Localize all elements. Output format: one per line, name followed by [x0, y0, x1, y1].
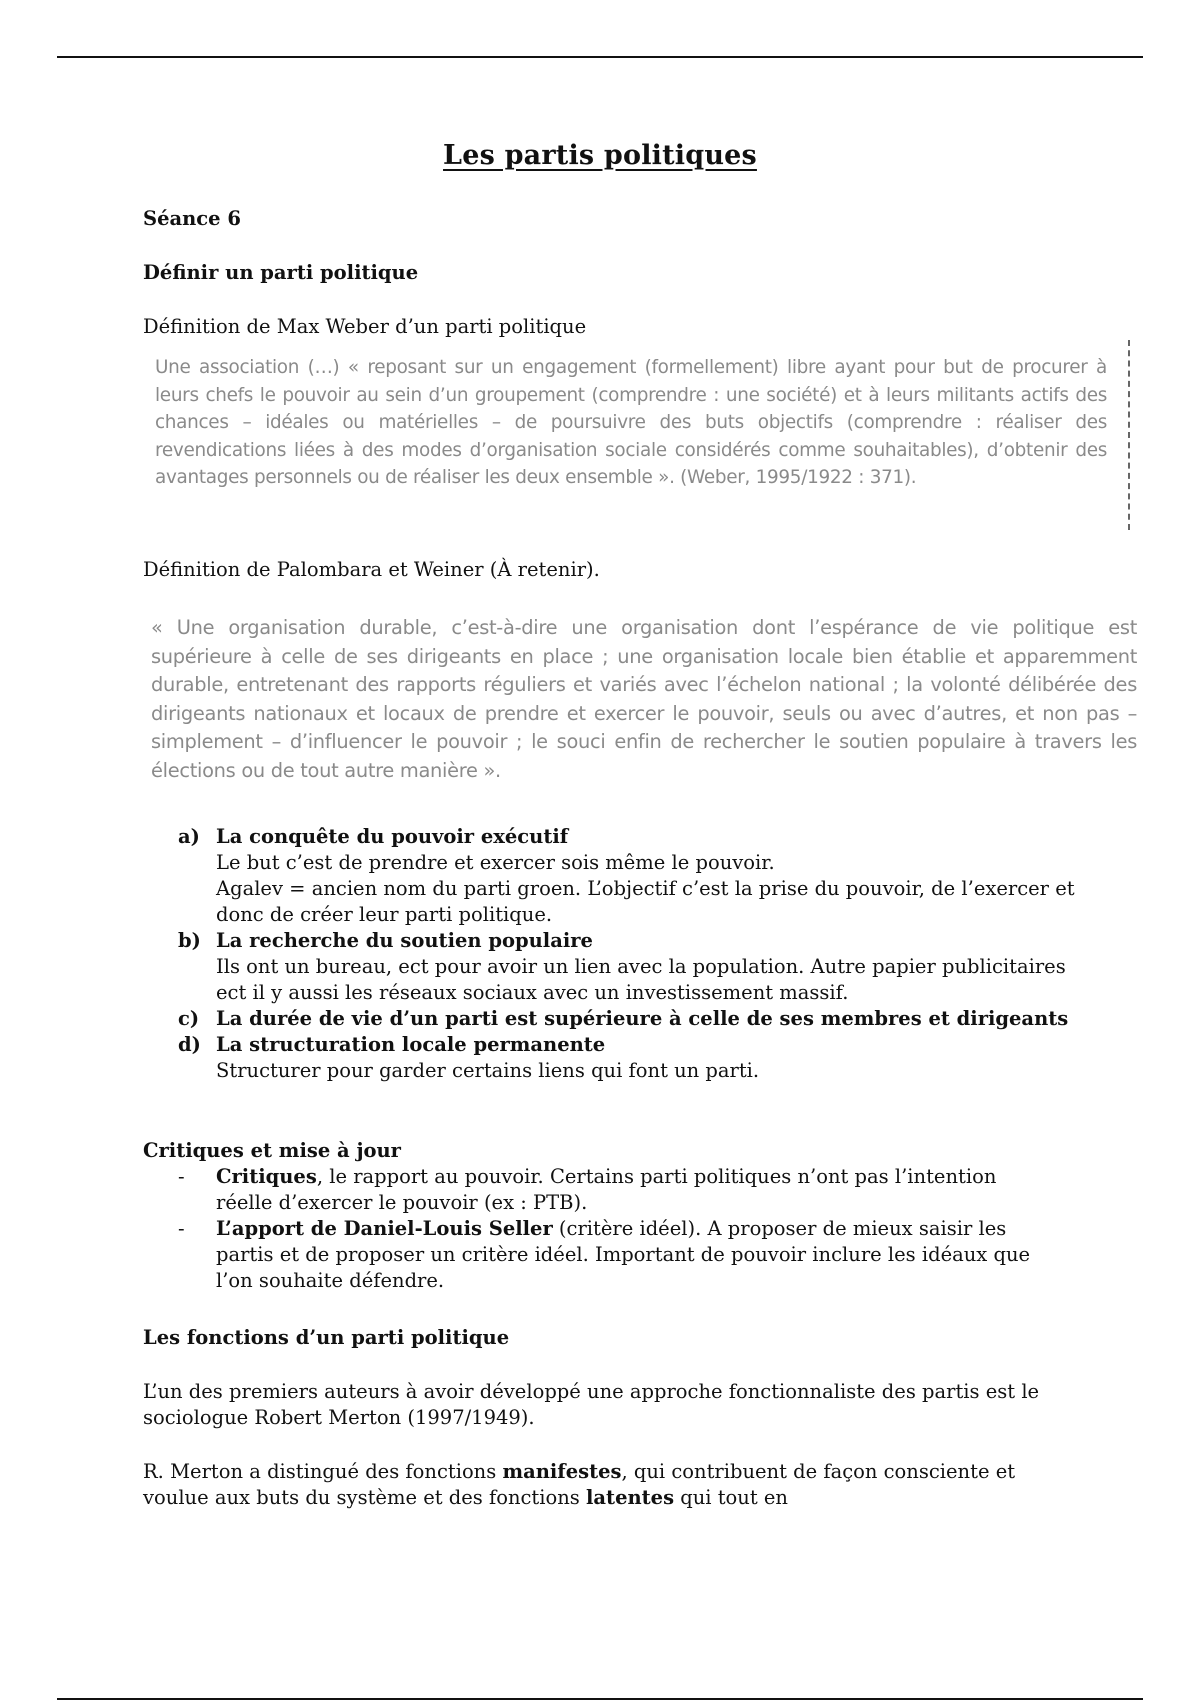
page-title: Les partis politiques [443, 140, 757, 171]
criteria-heading: La recherche du soutien populaire [216, 929, 593, 952]
list-marker: - [178, 1217, 185, 1240]
list-marker: c) [178, 1007, 200, 1030]
criteria-text: Agalev = ancien nom du parti groen. L’objectif c’est la prise du pouvoir, de l’exercer et donc de créer leur parti politique. [216, 877, 1075, 926]
quote-margin-bar [1128, 340, 1130, 530]
weber-definition-heading: Définition de Max Weber d’un parti politique [143, 315, 587, 338]
list-marker: d) [178, 1033, 201, 1056]
header-rule [57, 56, 1143, 58]
list-item [178, 1164, 1058, 1216]
list-item [178, 928, 1078, 1006]
criteria-list [178, 824, 1078, 1084]
critique-bold: Critiques [216, 1165, 317, 1188]
list-item [178, 1032, 1078, 1084]
list-marker: - [178, 1165, 185, 1188]
critiques-heading: Critiques et mise à jour [143, 1139, 401, 1162]
critique-bold: L’apport de Daniel-Louis Seller [216, 1217, 553, 1240]
list-item [178, 824, 1078, 928]
merton-paragraph: L’un des premiers auteurs à avoir développé une approche fonctionnaliste des partis est le sociologue Robert Merton (1997/1949). [143, 1380, 1040, 1429]
critique-text: (critère idéel). A proposer de mieux saisir les partis et de proposer un critère idéel. Important de pouvoir inclure les idéaux que l’on souhaite défendre. [216, 1217, 1031, 1292]
criteria-heading: La durée de vie d’un parti est supérieure à celle de ses membres et dirigeants [216, 1007, 1069, 1030]
list-marker: b) [178, 929, 201, 952]
session-label: Séance 6 [143, 207, 241, 230]
section-heading-functions: Les fonctions d’un parti politique [143, 1326, 510, 1349]
palombara-quote: « Une organisation durable, c’est-à-dire une organisation dont l’espérance de vie politique est supérieure à celle de ses dirigeants en place ; une organisation locale bien établie et apparemment durable, entretenant des rapports réguliers et variés avec l’échelon national ; la volonté délibérée des dirigeants nationaux et locaux de prendre et exercer le pouvoir, seuls ou avec d’autres, et non pas – simplement – d’influencer le pouvoir ; le souci enfin de rechercher le soutien populaire à travers les élections ou de tout autre manière ». [151, 616, 1137, 782]
critique-text: , le rapport au pouvoir. Certains parti politiques n’ont pas l’intention réelle d’exercer le pouvoir (ex : PTB). [216, 1165, 997, 1214]
criteria-text: Structurer pour garder certains liens qui font un parti. [216, 1059, 760, 1082]
list-marker: a) [178, 825, 200, 848]
criteria-heading: La conquête du pouvoir exécutif [216, 825, 569, 848]
list-item [178, 1006, 1078, 1032]
weber-quote: Une association (…) « reposant sur un engagement (formellement) libre ayant pour but de procurer à leurs chefs le pouvoir au sein d’un groupement (comprendre : une société) et à leurs militants actifs des chances – idéales ou matérielles – de poursuivre des buts objectifs (comprendre : réaliser des revendications liées à des modes d’organisation sociale considérés comme souhaitables), d’obtenir des avantages personnels ou de réaliser les deux ensemble ». (Weber, 1995/1922 : 371). [155, 357, 1107, 488]
merton-text: , qui contribuent de façon consciente et voulue aux buts du système et des fonctions [143, 1460, 1016, 1509]
merton-paragraph-2 [143, 1459, 1063, 1511]
merton-text: R. Merton a distingué des fonctions [143, 1460, 503, 1483]
section-heading-define: Définir un parti politique [143, 261, 419, 284]
criteria-heading: La structuration locale permanente [216, 1033, 606, 1056]
list-item [178, 1216, 1058, 1294]
palombara-definition-heading: Définition de Palombara et Weiner (À retenir). [143, 558, 600, 581]
critiques-list [178, 1164, 1058, 1294]
criteria-text: Ils ont un bureau, ect pour avoir un lien avec la population. Autre papier publicitaires ect il y aussi les réseaux sociaux avec un investissement massif. [216, 955, 1066, 1004]
criteria-text: Le but c’est de prendre et exercer sois même le pouvoir. [216, 851, 775, 874]
merton-text: qui tout en [674, 1486, 788, 1509]
merton-bold-latentes: latentes [586, 1486, 675, 1509]
merton-bold-manifestes: manifestes [502, 1460, 622, 1483]
